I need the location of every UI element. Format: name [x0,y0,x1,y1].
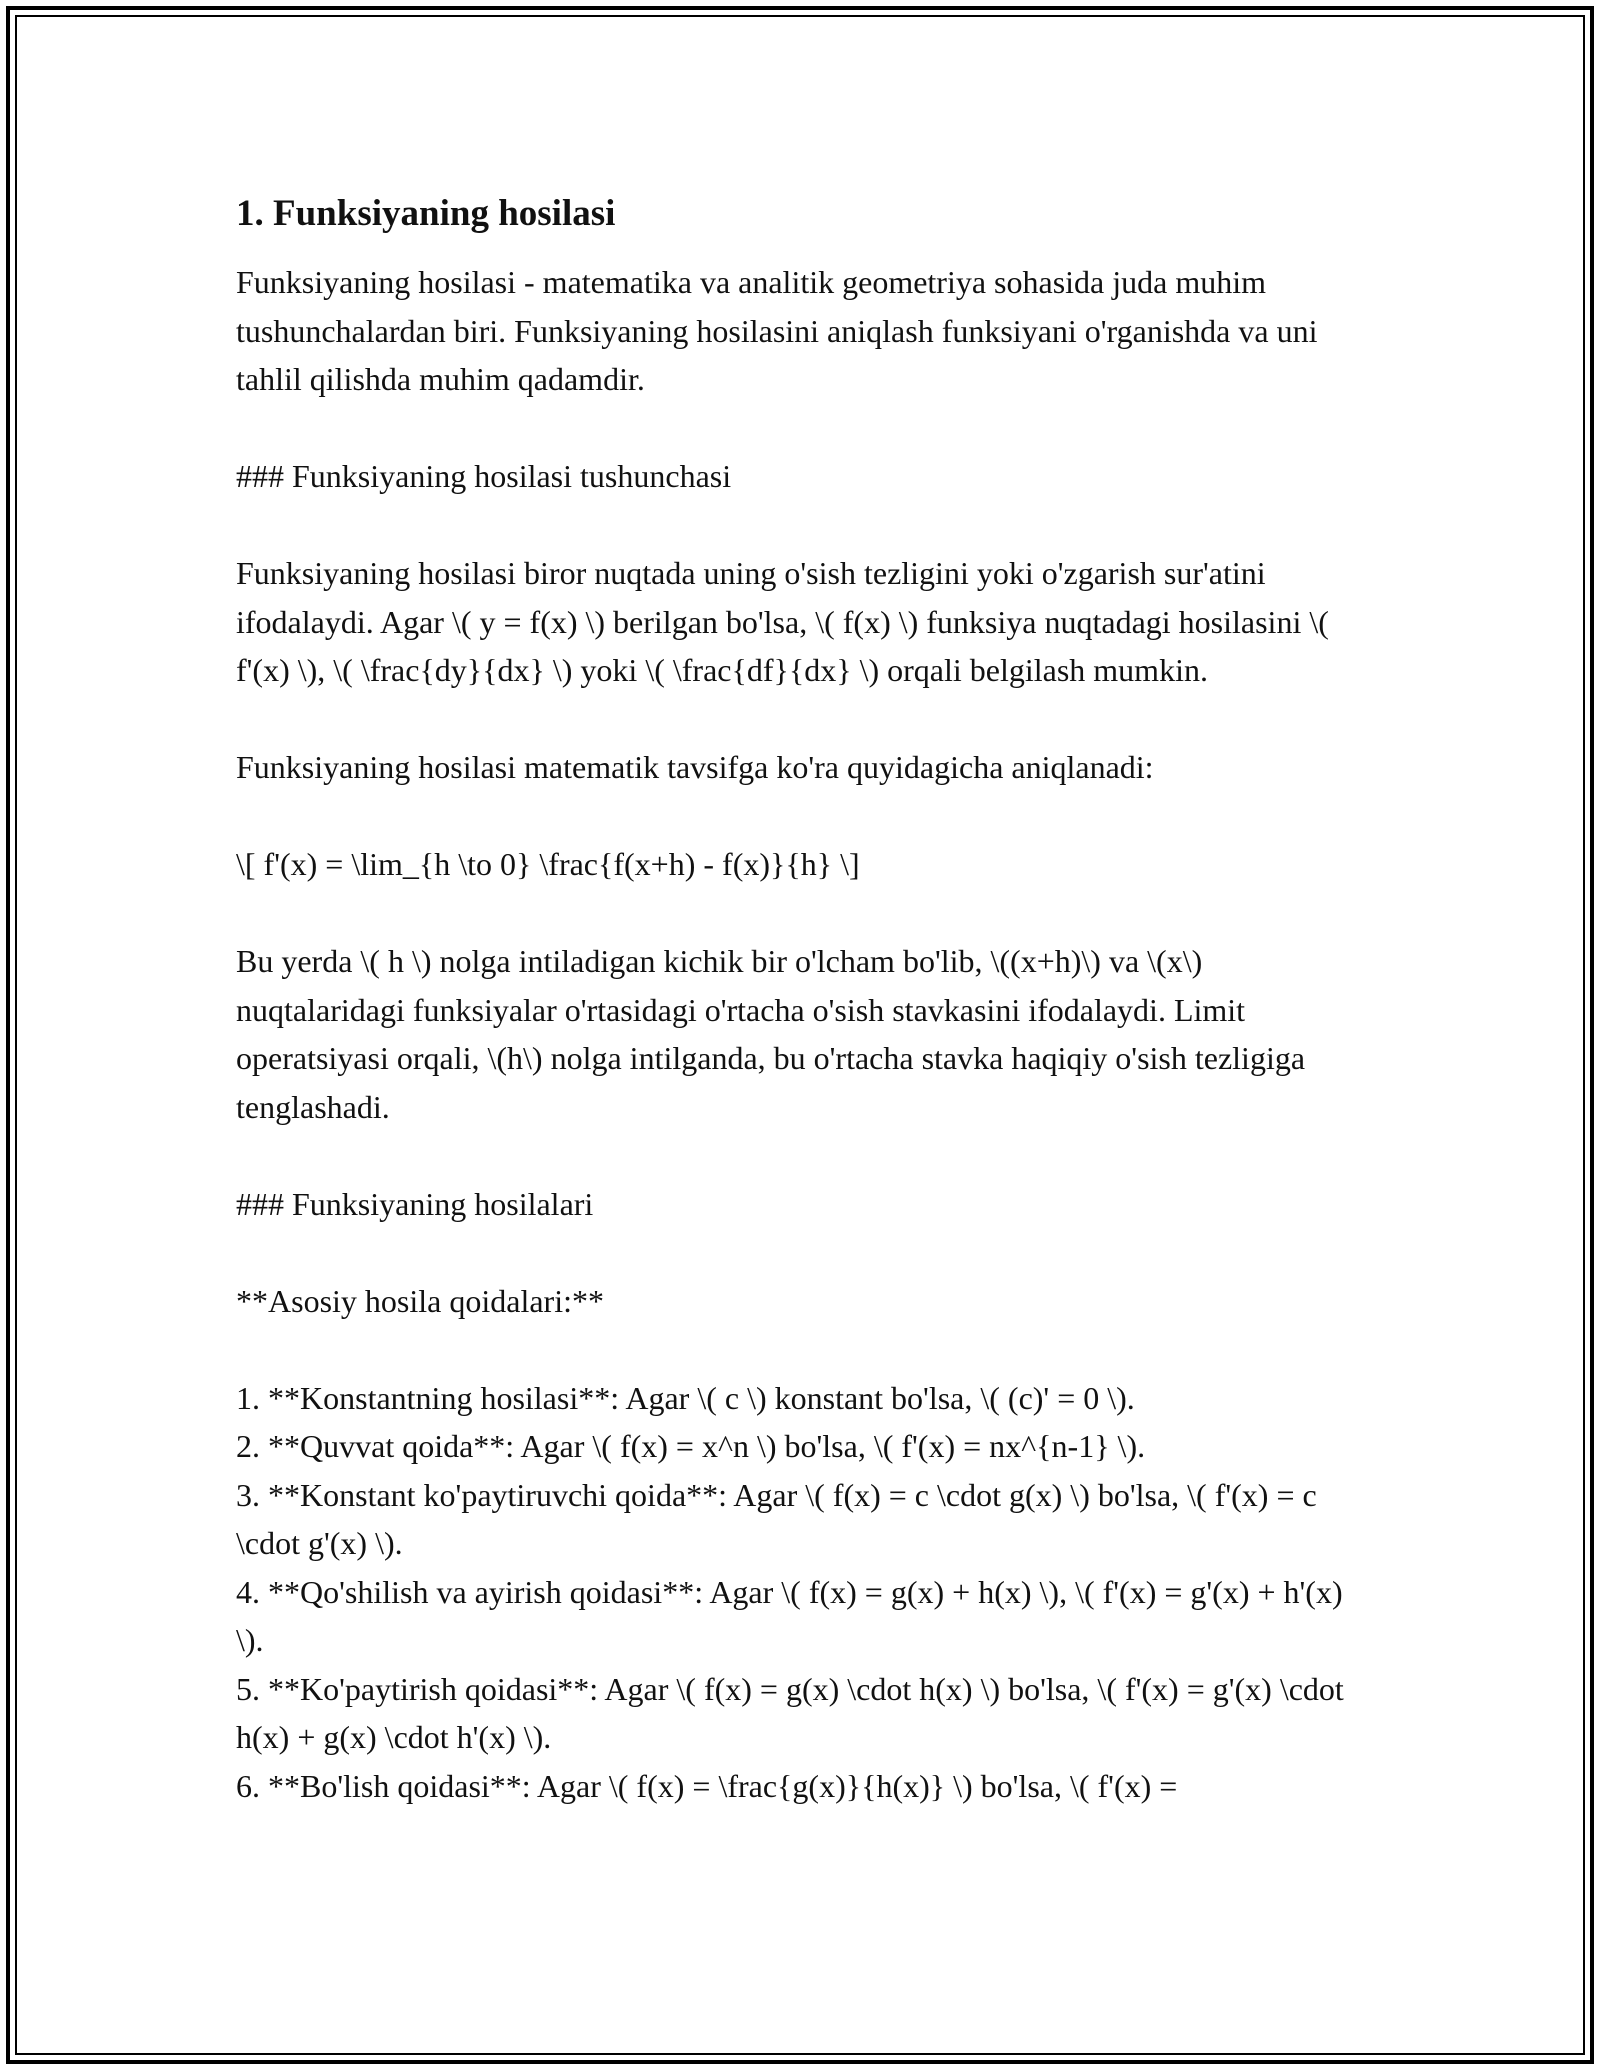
rules-list [236,1374,1366,1811]
rule-item: 3. **Konstant ko'paytiruvchi qoida**: Agar \( f(x) = c \cdot g(x) \) bo'lsa, \( f'(x) = c \cdot g'(x) \). [236,1476,1317,1561]
intro-paragraph: Funksiyaning hosilasi - matematika va analitik geometriya sohasida juda muhim tushunchalardan biri. Funksiyaning hosilasini aniqlash funksiyani o'rganishda va uni tahlil qilishda muhim qadamdir. [236,264,1318,397]
concept-paragraph: Funksiyaning hosilasi biror nuqtada uning o'sish tezligini yoki o'zgarish sur'atini ifodalaydi. Agar \( y = f(x) \) berilgan bo'lsa, \( f(x) \) funksiya nuqtadagi hosilasini \( f'(x) \), \( \frac{dy}{dx} \) yoki \( \frac{df}{dx} \) orqali belgilash mumkin. [236,555,1329,688]
explanation-paragraph: Bu yerda \( h \) nolga intiladigan kichik bir o'lcham bo'lib, \((x+h)\) va \(x\) nuqtalaridagi funksiyalar o'rtasidagi o'rtacha o'sish stavkasini ifodalaydi. Limit operatsiyasi orqali, \(h\) nolga intilganda, bu o'rtacha stavka haqiqiy o'sish tezligiga tenglashadi. [236,943,1306,1125]
rule-item: 5. **Ko'paytirish qoidasi**: Agar \( f(x) = g(x) \cdot h(x) \) bo'lsa, \( f'(x) = g'(x) \cdot h(x) + g(x) \cdot h'(x) \). [236,1670,1344,1755]
heading-concept: ### Funksiyaning hosilasi tushunchasi [236,458,732,494]
rule-item: 6. **Bo'lish qoidasi**: Agar \( f(x) = \frac{g(x)}{h(x)} \) bo'lsa, \( f'(x) = [236,1767,1178,1804]
document-body [236,188,1366,1810]
document-title: 1. Funksiyaning hosilasi [236,193,616,234]
derivative-formula: \[ f'(x) = \lim_{h \to 0} \frac{f(x+h) - f(x)}{h} \] [236,846,860,882]
rule-item: 2. **Quvvat qoida**: Agar \( f(x) = x^n \) bo'lsa, \( f'(x) = nx^{n-1} \). [236,1428,1146,1464]
heading-derivatives: ### Funksiyaning hosilalari [236,1185,594,1222]
rule-item: 1. **Konstantning hosilasi**: Agar \( c \) konstant bo'lsa, \( (c)' = 0 \). [236,1379,1135,1416]
definition-intro: Funksiyaning hosilasi matematik tavsifga ko'ra quyidagicha aniqlanadi: [236,749,1154,785]
rules-heading: **Asosiy hosila qoidalari:** [236,1282,604,1319]
rule-item: 4. **Qo'shilish va ayirish qoidasi**: Agar \( f(x) = g(x) + h(x) \), \( f'(x) = g'(x) + h'(x) \). [236,1573,1343,1658]
